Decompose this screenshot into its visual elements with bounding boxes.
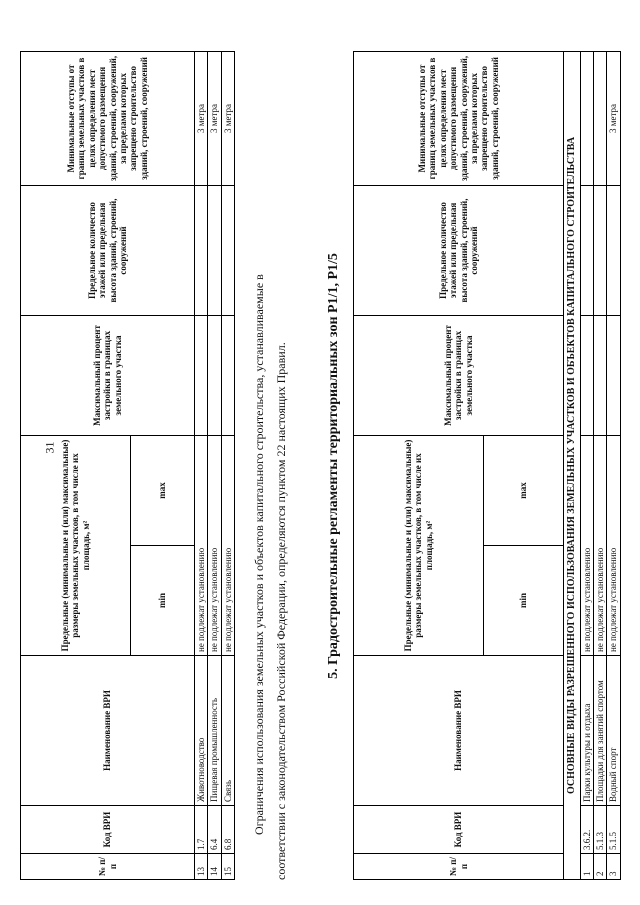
- cell-floors: [607, 185, 620, 315]
- cell-percent: [195, 315, 208, 435]
- header-code: Код ВРИ: [21, 806, 195, 854]
- cell-minmax: не подлежат установлению: [580, 435, 593, 655]
- cell-num: 15: [221, 854, 234, 880]
- table-row: [208, 51, 221, 879]
- cell-minmax: не подлежат установлению: [195, 435, 208, 655]
- header-percent: Максимальный процент застройки в границах земельного участка: [354, 315, 564, 435]
- cell-setback: 3 метра: [221, 51, 234, 185]
- cell-name: Связь: [221, 656, 234, 806]
- cell-name: Животноводство: [195, 656, 208, 806]
- cell-code: 6.4: [208, 806, 221, 854]
- cell-percent: [208, 315, 221, 435]
- table-bottom: [353, 51, 621, 880]
- cell-floors: [195, 185, 208, 315]
- paragraph-line-1: Ограничения использования земельных участков и объектов капитального строительства, устанавливаемые в: [252, 274, 266, 835]
- cell-name: Площадки для занятий спортом: [593, 656, 606, 806]
- header-max: max: [484, 435, 564, 545]
- table-row: [593, 51, 606, 879]
- header-num: № п/п: [354, 854, 564, 880]
- cell-code: 3.6.2.: [580, 806, 593, 854]
- cell-percent: [580, 315, 593, 435]
- cell-code: 5.1.5: [607, 806, 620, 854]
- header-floors: Предельное количество этажей или предельная высота зданий, строений, сооружений: [354, 185, 564, 315]
- header-size: Предельные (минимальные и (или) максимальные) размеры земельных участков, в том числе их площадь, м²: [354, 435, 484, 655]
- table-row: [221, 51, 234, 879]
- cell-minmax: не подлежат установлению: [593, 435, 606, 655]
- cell-name: Водный спорт: [607, 656, 620, 806]
- cell-minmax: не подлежат установлению: [221, 435, 234, 655]
- header-name: Наименование ВРИ: [21, 656, 195, 806]
- cell-code: 1.7: [195, 806, 208, 854]
- cell-minmax: не подлежат установлению: [208, 435, 221, 655]
- section-title: ОСНОВНЫЕ ВИДЫ РАЗРЕШЕННОГО ИСПОЛЬЗОВАНИЯ ЗЕМЕЛЬНЫХ УЧАСТКОВ И ОБЪЕКТОВ КАПИТАЛЬНОГО СТРОИТЕЛЬСТВА: [564, 51, 581, 879]
- header-percent: Максимальный процент застройки в границах земельного участка: [21, 315, 195, 435]
- cell-setback: [580, 51, 593, 185]
- cell-setback: 3 метра: [195, 51, 208, 185]
- cell-floors: [221, 185, 234, 315]
- cell-floors: [580, 185, 593, 315]
- header-name: Наименование ВРИ: [354, 656, 564, 806]
- cell-minmax: не подлежат установлению: [607, 435, 620, 655]
- header-size: Предельные (минимальные и (или) максимальные) размеры земельных участков, в том числе их площадь, м²: [21, 435, 131, 655]
- cell-floors: [593, 185, 606, 315]
- header-max: max: [131, 435, 195, 545]
- cell-name: Парки культуры и отдыха: [580, 656, 593, 806]
- header-num: № п/п: [21, 854, 195, 880]
- cell-num: 3: [607, 854, 620, 880]
- table-row: [607, 51, 620, 879]
- header-setback: Минимальные отступы от границ земельных участков в целях определения мест допустимого размещения зданий, строений, сооружений, за пределами которых запрещено строительство зданий, строений, сооружений: [354, 51, 564, 185]
- cell-num: 2: [593, 854, 606, 880]
- cell-num: 1: [580, 854, 593, 880]
- cell-setback: 3 метра: [208, 51, 221, 185]
- cell-code: 5.1.3: [593, 806, 606, 854]
- cell-name: Пищевая промышленность: [208, 656, 221, 806]
- header-code: Код ВРИ: [354, 806, 564, 854]
- page-number: 31: [42, 441, 57, 454]
- cell-num: 13: [195, 854, 208, 880]
- header-floors: Предельное количество этажей или предельная высота зданий, строений, сооружений: [21, 185, 195, 315]
- cell-percent: [607, 315, 620, 435]
- cell-percent: [593, 315, 606, 435]
- cell-percent: [221, 315, 234, 435]
- header-setback: Минимальные отступы от границ земельных участков в целях определения мест допустимого размещения зданий, строений, сооружений, за пределами которых запрещено строительство зданий, строений, сооружений: [21, 51, 195, 185]
- table-row: [580, 51, 593, 879]
- header-min: min: [484, 546, 564, 656]
- paragraph-line-2: соответствии с законодательством Российской Федерации, определяются пунктом 22 настоящих Правил.: [274, 342, 288, 880]
- header-min: min: [131, 546, 195, 656]
- cell-setback: [593, 51, 606, 185]
- section-heading: 5. Градостроительные регламенты территориальных зон Р1/1, Р1/5: [326, 253, 341, 679]
- cell-floors: [208, 185, 221, 315]
- cell-code: 6.8: [221, 806, 234, 854]
- cell-num: 14: [208, 854, 221, 880]
- table-row: [195, 51, 208, 879]
- table-top: [20, 51, 235, 880]
- cell-setback: 3 метра: [607, 51, 620, 185]
